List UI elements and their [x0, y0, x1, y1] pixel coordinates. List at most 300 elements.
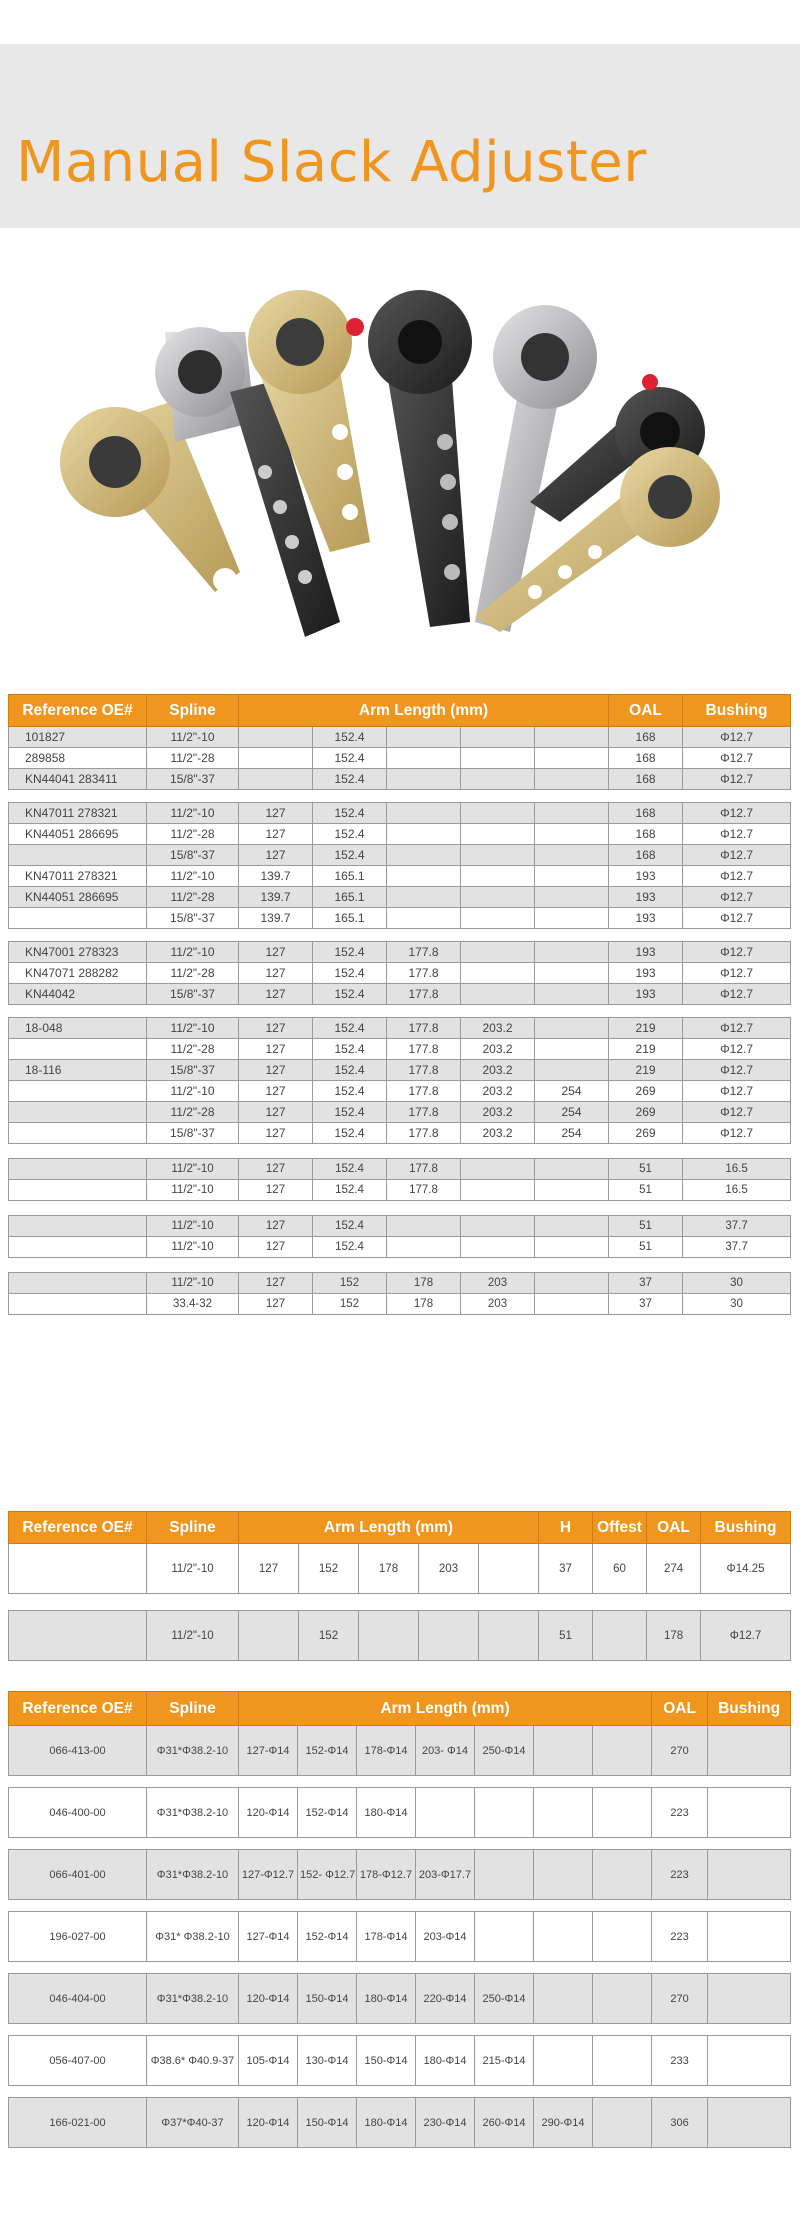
table-cell: 152.4 — [313, 824, 387, 845]
table-cell — [534, 1912, 593, 1962]
table-cell: KN47071 288282 — [9, 963, 147, 984]
table-cell — [9, 1611, 147, 1661]
table-cell: 152 — [313, 1273, 387, 1294]
table-cell: KN44041 283411 — [9, 769, 147, 790]
table-cell: 18-116 — [9, 1060, 147, 1081]
table-cell — [479, 1544, 539, 1594]
table-cell: KN47011 278321 — [9, 803, 147, 824]
table-cell: 203-Φ17.7 — [416, 1850, 475, 1900]
table-cell: 193 — [609, 963, 683, 984]
table-cell — [535, 803, 609, 824]
table-cell: 15/8"-37 — [147, 1060, 239, 1081]
group-separator — [9, 1962, 791, 1974]
table-cell — [535, 1159, 609, 1180]
table-cell: KN47011 278321 — [9, 866, 147, 887]
table-cell — [535, 845, 609, 866]
table-cell: 260-Φ14 — [475, 2098, 534, 2148]
table-row — [9, 1788, 791, 1838]
table-cell — [593, 2036, 652, 2086]
table-cell: 127 — [239, 1180, 313, 1201]
table-cell: 193 — [609, 984, 683, 1005]
table-cell: 203.2 — [461, 1081, 535, 1102]
table-cell — [9, 1102, 147, 1123]
table-cell — [9, 1237, 147, 1258]
table-cell: 130-Φ14 — [298, 2036, 357, 2086]
table-cell — [535, 942, 609, 963]
table-cell: 178 — [387, 1273, 461, 1294]
table-cell: 37 — [609, 1273, 683, 1294]
table-row — [9, 803, 791, 824]
table-cell — [708, 2098, 791, 2148]
table-cell — [461, 845, 535, 866]
table-cell: 177.8 — [387, 963, 461, 984]
table-cell — [461, 1159, 535, 1180]
table-row — [9, 824, 791, 845]
table-cell — [9, 1294, 147, 1315]
table-cell: 139.7 — [239, 887, 313, 908]
table-cell: Φ14.25 — [701, 1544, 791, 1594]
table-cell — [593, 1974, 652, 2024]
table-cell: 127 — [239, 1294, 313, 1315]
table-cell — [9, 908, 147, 929]
table-cell: 11/2"-10 — [147, 1216, 239, 1237]
table-row — [9, 1611, 791, 1661]
table-cell — [534, 1726, 593, 1776]
table-cell — [387, 1216, 461, 1237]
table-cell — [461, 984, 535, 1005]
table-row — [9, 1544, 791, 1594]
table-cell: 51 — [609, 1159, 683, 1180]
table-cell: 203- Φ14 — [416, 1726, 475, 1776]
table-cell: 152.4 — [313, 845, 387, 866]
table-cell: 046-404-00 — [9, 1974, 147, 2024]
table-cell: 51 — [539, 1611, 593, 1661]
table-row — [9, 1974, 791, 2024]
table-cell: 180-Φ14 — [357, 1974, 416, 2024]
table-cell — [479, 1611, 539, 1661]
table-row — [9, 963, 791, 984]
table-cell: Φ12.7 — [683, 1018, 791, 1039]
table-cell: 046-400-00 — [9, 1788, 147, 1838]
table-cell — [387, 908, 461, 929]
table-cell: 127 — [239, 1060, 313, 1081]
table-cell: 270 — [652, 1726, 708, 1776]
table-cell: 11/2"-10 — [147, 1611, 239, 1661]
table-cell: Φ12.7 — [683, 845, 791, 866]
table-cell — [9, 1544, 147, 1594]
table-cell: 203.2 — [461, 1039, 535, 1060]
table-cell: 178 — [387, 1294, 461, 1315]
table-row — [9, 2098, 791, 2148]
table-cell: 11/2"-10 — [147, 866, 239, 887]
table-row — [9, 984, 791, 1005]
table-cell: 203.2 — [461, 1018, 535, 1039]
table-cell: 152.4 — [313, 769, 387, 790]
table-row — [9, 866, 791, 887]
table-cell: 152 — [299, 1544, 359, 1594]
table-cell: 152 — [313, 1294, 387, 1315]
table-cell: 127 — [239, 845, 313, 866]
table-row — [9, 1216, 791, 1237]
table-cell — [387, 748, 461, 769]
table-cell: 152.4 — [313, 984, 387, 1005]
table-cell: 180-Φ14 — [357, 1788, 416, 1838]
table-cell — [593, 1726, 652, 1776]
table-cell: 11/2"-10 — [147, 942, 239, 963]
table-cell — [534, 1788, 593, 1838]
header-bushing: Bushing — [683, 695, 791, 727]
table-cell — [387, 1237, 461, 1258]
group-separator — [9, 1258, 791, 1273]
table-cell — [9, 845, 147, 866]
table-cell — [9, 1159, 147, 1180]
table-cell: 139.7 — [239, 866, 313, 887]
table-cell — [535, 908, 609, 929]
table-cell: 306 — [652, 2098, 708, 2148]
table-cell: 152.4 — [313, 1180, 387, 1201]
table-cell: 066-413-00 — [9, 1726, 147, 1776]
table-cell: 37.7 — [683, 1237, 791, 1258]
table-cell: 165.1 — [313, 866, 387, 887]
table-cell — [387, 845, 461, 866]
table-cell: 193 — [609, 942, 683, 963]
table-cell: 152.4 — [313, 942, 387, 963]
table-cell: 18-048 — [9, 1018, 147, 1039]
table-cell: 127 — [239, 963, 313, 984]
table-cell: 33.4-32 — [147, 1294, 239, 1315]
table-cell — [708, 1726, 791, 1776]
table-cell: 203.2 — [461, 1060, 535, 1081]
table-cell — [534, 1974, 593, 2024]
header-bushing: Bushing — [708, 1692, 791, 1726]
table-cell: 178 — [647, 1611, 701, 1661]
table-cell: 168 — [609, 845, 683, 866]
table-cell — [535, 887, 609, 908]
header-oal: OAL — [652, 1692, 708, 1726]
table-cell: 127 — [239, 1216, 313, 1237]
table-cell: 223 — [652, 1850, 708, 1900]
table-cell: 152.4 — [313, 963, 387, 984]
table-cell: 51 — [609, 1237, 683, 1258]
group-separator — [9, 1201, 791, 1216]
table-cell: 177.8 — [387, 1123, 461, 1144]
table-cell: 127 — [239, 1273, 313, 1294]
table-cell: 150-Φ14 — [298, 2098, 357, 2148]
table-row — [9, 908, 791, 929]
table-cell: 178-Φ14 — [357, 1726, 416, 1776]
header-spline: Spline — [147, 1512, 239, 1544]
table-row — [9, 1060, 791, 1081]
table-cell: 127-Φ12.7 — [239, 1850, 298, 1900]
table-cell — [593, 1850, 652, 1900]
table-cell: Φ12.7 — [683, 824, 791, 845]
table-cell: 274 — [647, 1544, 701, 1594]
table-cell: 11/2"-28 — [147, 887, 239, 908]
table-cell — [534, 2036, 593, 2086]
table-cell: 60 — [593, 1544, 647, 1594]
table-cell — [9, 1123, 147, 1144]
table-cell: Φ12.7 — [683, 866, 791, 887]
table-cell: 178-Φ12.7 — [357, 1850, 416, 1900]
table-row — [9, 1912, 791, 1962]
table-cell — [708, 2036, 791, 2086]
table-cell: 233 — [652, 2036, 708, 2086]
table-cell: 203.2 — [461, 1123, 535, 1144]
table-cell — [535, 1216, 609, 1237]
table-cell — [461, 1216, 535, 1237]
table-cell: 150-Φ14 — [357, 2036, 416, 2086]
table-cell: 254 — [535, 1102, 609, 1123]
table-cell: 11/2"-28 — [147, 824, 239, 845]
table-cell: Φ31*Φ38.2-10 — [147, 1850, 239, 1900]
table-cell: 152.4 — [313, 1216, 387, 1237]
group-separator — [9, 1005, 791, 1018]
table-cell: 219 — [609, 1018, 683, 1039]
header-arm-length: Arm Length (mm) — [239, 1692, 652, 1726]
table-cell — [535, 1018, 609, 1039]
table-row — [9, 942, 791, 963]
table-cell: 290-Φ14 — [534, 2098, 593, 2148]
table-cell: 127-Φ14 — [239, 1726, 298, 1776]
table-cell: 127 — [239, 1544, 299, 1594]
table-cell — [461, 727, 535, 748]
table-cell — [387, 887, 461, 908]
table-cell: 51 — [609, 1216, 683, 1237]
table-cell: 066-401-00 — [9, 1850, 147, 1900]
table-cell: 177.8 — [387, 1060, 461, 1081]
table-cell: 203 — [461, 1294, 535, 1315]
table-cell: 127 — [239, 1159, 313, 1180]
table-cell — [461, 866, 535, 887]
table-cell — [461, 769, 535, 790]
table-cell: 11/2"-10 — [147, 1018, 239, 1039]
table-cell: 254 — [535, 1081, 609, 1102]
table-cell — [708, 1912, 791, 1962]
table-cell: 152 — [299, 1611, 359, 1661]
table-row — [9, 887, 791, 908]
table-cell — [9, 1180, 147, 1201]
table-row — [9, 1726, 791, 1776]
table-cell: 152.4 — [313, 1060, 387, 1081]
table-cell: 056-407-00 — [9, 2036, 147, 2086]
table-cell: 177.8 — [387, 1018, 461, 1039]
table-cell: 178-Φ14 — [357, 1912, 416, 1962]
table-cell: 254 — [535, 1123, 609, 1144]
table-cell: KN44051 286695 — [9, 824, 147, 845]
table-cell — [535, 1180, 609, 1201]
table-cell: 152.4 — [313, 748, 387, 769]
table-cell: 11/2"-10 — [147, 1159, 239, 1180]
table-cell — [475, 1912, 534, 1962]
table-cell: 120-Φ14 — [239, 1788, 298, 1838]
table-cell — [9, 1273, 147, 1294]
table-cell: 168 — [609, 727, 683, 748]
table-row — [9, 1018, 791, 1039]
table-cell — [535, 1273, 609, 1294]
table-cell: 152-Φ14 — [298, 1912, 357, 1962]
table-cell — [708, 1850, 791, 1900]
table-cell: Φ12.7 — [683, 1060, 791, 1081]
table-cell: 269 — [609, 1102, 683, 1123]
spec-table-2 — [8, 1511, 791, 1661]
table-cell: 127 — [239, 1123, 313, 1144]
table-cell — [535, 727, 609, 748]
table-cell — [461, 908, 535, 929]
table-cell — [359, 1611, 419, 1661]
table-cell: 37.7 — [683, 1216, 791, 1237]
table-cell — [239, 748, 313, 769]
table-cell: 127 — [239, 824, 313, 845]
table-cell: 152.4 — [313, 1123, 387, 1144]
table-cell — [535, 963, 609, 984]
group-separator — [9, 1838, 791, 1850]
table-cell — [461, 1180, 535, 1201]
table-cell — [535, 1237, 609, 1258]
table-row — [9, 1159, 791, 1180]
table-cell — [535, 866, 609, 887]
table-cell: 203 — [419, 1544, 479, 1594]
table-cell: Φ12.7 — [683, 1039, 791, 1060]
table-row — [9, 769, 791, 790]
table-cell — [239, 1611, 299, 1661]
slack-adjuster-black-center — [346, 290, 472, 627]
table-cell: 152.4 — [313, 727, 387, 748]
table-cell: Φ12.7 — [683, 769, 791, 790]
header-spline: Spline — [147, 695, 239, 727]
table-cell: 152.4 — [313, 1018, 387, 1039]
table-cell: 152.4 — [313, 1039, 387, 1060]
table-cell — [387, 727, 461, 748]
table-cell — [387, 769, 461, 790]
table-cell: 127 — [239, 984, 313, 1005]
table-cell: Φ31*Φ38.2-10 — [147, 1788, 239, 1838]
table-cell: Φ12.7 — [683, 963, 791, 984]
table-cell: 196-027-00 — [9, 1912, 147, 1962]
page-title: Manual Slack Adjuster — [16, 130, 647, 195]
table-cell — [535, 1294, 609, 1315]
table-cell: 11/2"-10 — [147, 1273, 239, 1294]
table-cell: 37 — [539, 1544, 593, 1594]
table-cell: 152- Φ12.7 — [298, 1850, 357, 1900]
table-cell — [593, 1611, 647, 1661]
table-cell — [9, 1216, 147, 1237]
table-cell: 120-Φ14 — [239, 2098, 298, 2148]
table-cell: 223 — [652, 1912, 708, 1962]
table-cell — [387, 866, 461, 887]
table-cell: 215-Φ14 — [475, 2036, 534, 2086]
table-cell: 11/2"-10 — [147, 1237, 239, 1258]
table-row — [9, 1180, 791, 1201]
table-cell: Φ12.7 — [683, 803, 791, 824]
table-cell: 11/2"-10 — [147, 1081, 239, 1102]
table-cell — [535, 1060, 609, 1081]
table-cell — [9, 1039, 147, 1060]
table-cell: 219 — [609, 1039, 683, 1060]
header-bushing: Bushing — [701, 1512, 791, 1544]
table-cell — [708, 1788, 791, 1838]
table-cell: 168 — [609, 803, 683, 824]
table-cell — [593, 1788, 652, 1838]
table-cell — [535, 984, 609, 1005]
table-cell — [239, 727, 313, 748]
header-reference: Reference OE# — [9, 695, 147, 727]
table-cell — [535, 824, 609, 845]
table-cell: 15/8"-37 — [147, 908, 239, 929]
table-cell — [387, 824, 461, 845]
table-cell: 219 — [609, 1060, 683, 1081]
table-row — [9, 1081, 791, 1102]
table-cell — [9, 1081, 147, 1102]
table-cell — [461, 824, 535, 845]
table-cell: 168 — [609, 824, 683, 845]
table-cell: Φ12.7 — [683, 1081, 791, 1102]
table-cell: 270 — [652, 1974, 708, 2024]
table-cell: 203-Φ14 — [416, 1912, 475, 1962]
table-cell: 269 — [609, 1123, 683, 1144]
table-row — [9, 1123, 791, 1144]
table-cell — [461, 887, 535, 908]
table-cell: 11/2"-10 — [147, 1180, 239, 1201]
table-cell — [708, 1974, 791, 2024]
table-cell: Φ12.7 — [701, 1611, 791, 1661]
header-reference: Reference OE# — [9, 1512, 147, 1544]
table-cell — [387, 803, 461, 824]
table-cell: 177.8 — [387, 984, 461, 1005]
table-cell: 11/2"-28 — [147, 1102, 239, 1123]
header-spline: Spline — [147, 1692, 239, 1726]
table-cell — [475, 1788, 534, 1838]
table-cell: Φ37*Φ40-37 — [147, 2098, 239, 2148]
table-cell: 15/8"-37 — [147, 1123, 239, 1144]
group-separator — [9, 1900, 791, 1912]
header-oal: OAL — [647, 1512, 701, 1544]
table-cell: KN44051 286695 — [9, 887, 147, 908]
table-cell: 177.8 — [387, 1039, 461, 1060]
table-cell: 152.4 — [313, 1237, 387, 1258]
table-cell: 127 — [239, 1237, 313, 1258]
header-arm-length: Arm Length (mm) — [239, 1512, 539, 1544]
table-cell: 152.4 — [313, 803, 387, 824]
table-cell: Φ31*Φ38.2-10 — [147, 1726, 239, 1776]
table-cell: 139.7 — [239, 908, 313, 929]
table-cell — [239, 769, 313, 790]
table-cell: Φ31*Φ38.2-10 — [147, 1974, 239, 2024]
header-h: H — [539, 1512, 593, 1544]
table-cell: 127 — [239, 1018, 313, 1039]
table-cell — [461, 748, 535, 769]
table-row — [9, 727, 791, 748]
table-cell: 289858 — [9, 748, 147, 769]
group-separator — [9, 2086, 791, 2098]
header-reference: Reference OE# — [9, 1692, 147, 1726]
table-cell — [593, 2098, 652, 2148]
table-row — [9, 1294, 791, 1315]
table-row — [9, 2036, 791, 2086]
table-cell: 11/2"-28 — [147, 963, 239, 984]
table-cell — [535, 1039, 609, 1060]
table-cell: 127 — [239, 803, 313, 824]
table-cell: 127 — [239, 1039, 313, 1060]
table-cell: 223 — [652, 1788, 708, 1838]
table-cell: 127 — [239, 1102, 313, 1123]
table-cell: 11/2"-28 — [147, 1039, 239, 1060]
header-arm-length: Arm Length (mm) — [239, 695, 609, 727]
spec-table-1 — [8, 694, 791, 1315]
table-cell: 15/8"-37 — [147, 984, 239, 1005]
table-cell: 37 — [609, 1294, 683, 1315]
table-cell: 230-Φ14 — [416, 2098, 475, 2148]
group-separator — [9, 1776, 791, 1788]
